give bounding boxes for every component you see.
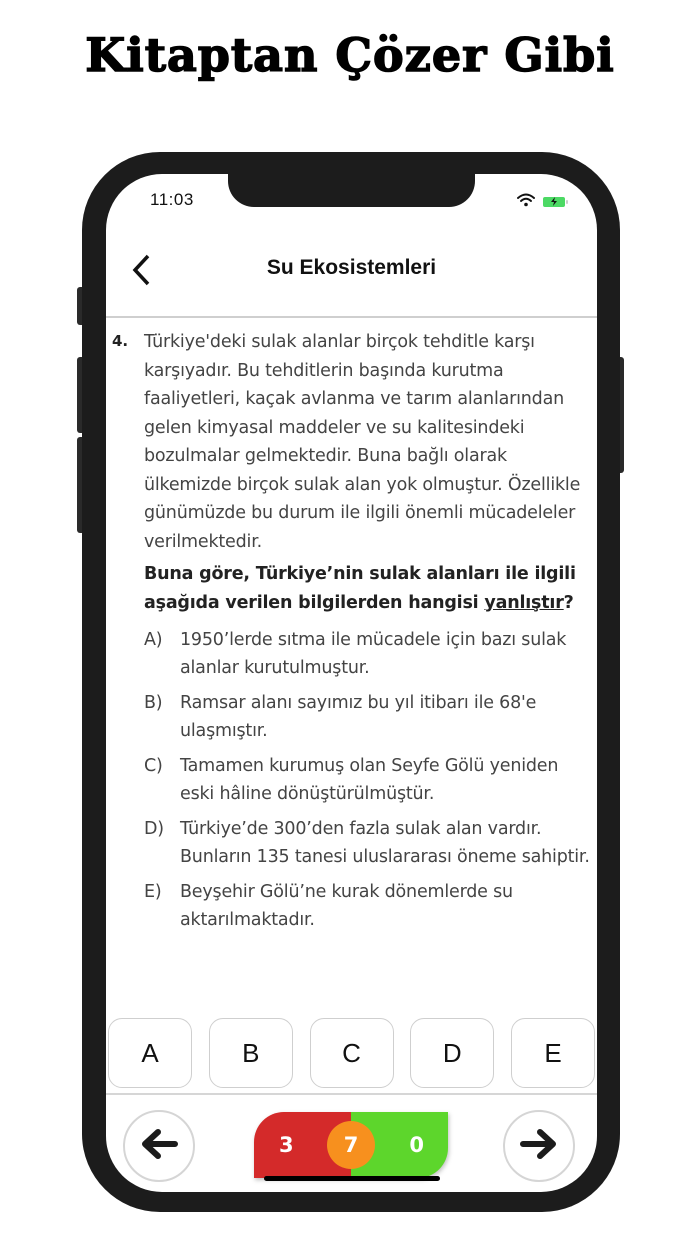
- header-divider: [106, 316, 597, 318]
- answer-button-c[interactable]: C: [310, 1018, 394, 1088]
- bottom-divider: [106, 1093, 597, 1095]
- answer-button-e[interactable]: E: [511, 1018, 595, 1088]
- nav-header: [106, 230, 597, 316]
- option-c: [144, 752, 596, 808]
- option-list: [144, 626, 596, 941]
- option-text: Tamamen kurumuş olan Seyfe Gölü yeniden eski hâline dönüştürülmüştür.: [180, 756, 559, 804]
- notch: [228, 174, 475, 207]
- phone-screen: [106, 174, 597, 1192]
- option-b: [144, 689, 596, 745]
- option-d: [144, 815, 596, 871]
- status-icons: [517, 192, 565, 211]
- status-time: 11:03: [150, 190, 194, 209]
- promo-title: Kitaptan Çözer Gibi: [85, 28, 615, 82]
- battery-charging-icon: [543, 197, 565, 207]
- arrow-right-icon: [519, 1127, 559, 1165]
- page-title: Su Ekosistemleri: [266, 256, 437, 279]
- answer-button-a[interactable]: A: [108, 1018, 192, 1088]
- option-text: 1950’lerde sıtma ile mücadele için bazı sulak alanlar kurutulmuştur.: [180, 630, 567, 678]
- answer-button-b[interactable]: B: [209, 1018, 293, 1088]
- wrong-count: 3: [254, 1112, 351, 1178]
- next-question-button[interactable]: [503, 1110, 575, 1182]
- option-text: Türkiye’de 300’den fazla sulak alan vardır. Bunların 135 tanesi uluslararası öneme sahiptir.: [180, 819, 590, 867]
- option-letter: B): [144, 693, 163, 713]
- previous-question-button[interactable]: [123, 1110, 195, 1182]
- option-letter: E): [144, 882, 162, 902]
- score-indicator: [254, 1112, 448, 1178]
- option-e: [144, 878, 596, 934]
- option-letter: C): [144, 756, 163, 776]
- answer-buttons: [106, 1018, 597, 1088]
- phone-frame: [82, 152, 620, 1212]
- answer-button-d[interactable]: D: [410, 1018, 494, 1088]
- option-a: [144, 626, 596, 682]
- option-text: Beyşehir Gölü’ne kurak dönemlerde su aktarılmaktadır.: [180, 882, 513, 930]
- empty-count: 7: [327, 1121, 375, 1169]
- question-body: Türkiye'deki sulak alanlar birçok tehditle karşı karşıyadır. Bu tehditlerin başında kurutma faaliyetleri, kaçak avlanma ve tarım alanlarından gelen kimyasal maddeler ve su kalitesindeki bozulmalar gelmektedir. Buna bağlı olarak ülkemizde birçok sulak alan yok olmuştur. Özellikle günümüzde bu durum ile ilgili önemli mücadeleler verilmektedir.: [144, 332, 581, 552]
- question-prompt: [144, 560, 596, 617]
- wifi-icon: [517, 192, 535, 211]
- arrow-left-icon: [139, 1127, 179, 1165]
- option-letter: D): [144, 819, 164, 839]
- option-letter: A): [144, 630, 163, 650]
- correct-count: 0: [351, 1112, 448, 1178]
- question-prompt-text: Buna göre, Türkiye’nin sulak alanları ile ilgili aşağıda verilen bilgilerden hangisi: [144, 564, 576, 613]
- option-text: Ramsar alanı sayımız bu yıl itibarı ile 68'e ulaşmıştır.: [180, 693, 537, 741]
- question-number: 4.: [112, 332, 129, 350]
- question-prompt-emphasis: yanlıştır: [484, 592, 564, 613]
- home-indicator: [264, 1176, 440, 1181]
- question-prompt-suffix: ?: [563, 592, 574, 613]
